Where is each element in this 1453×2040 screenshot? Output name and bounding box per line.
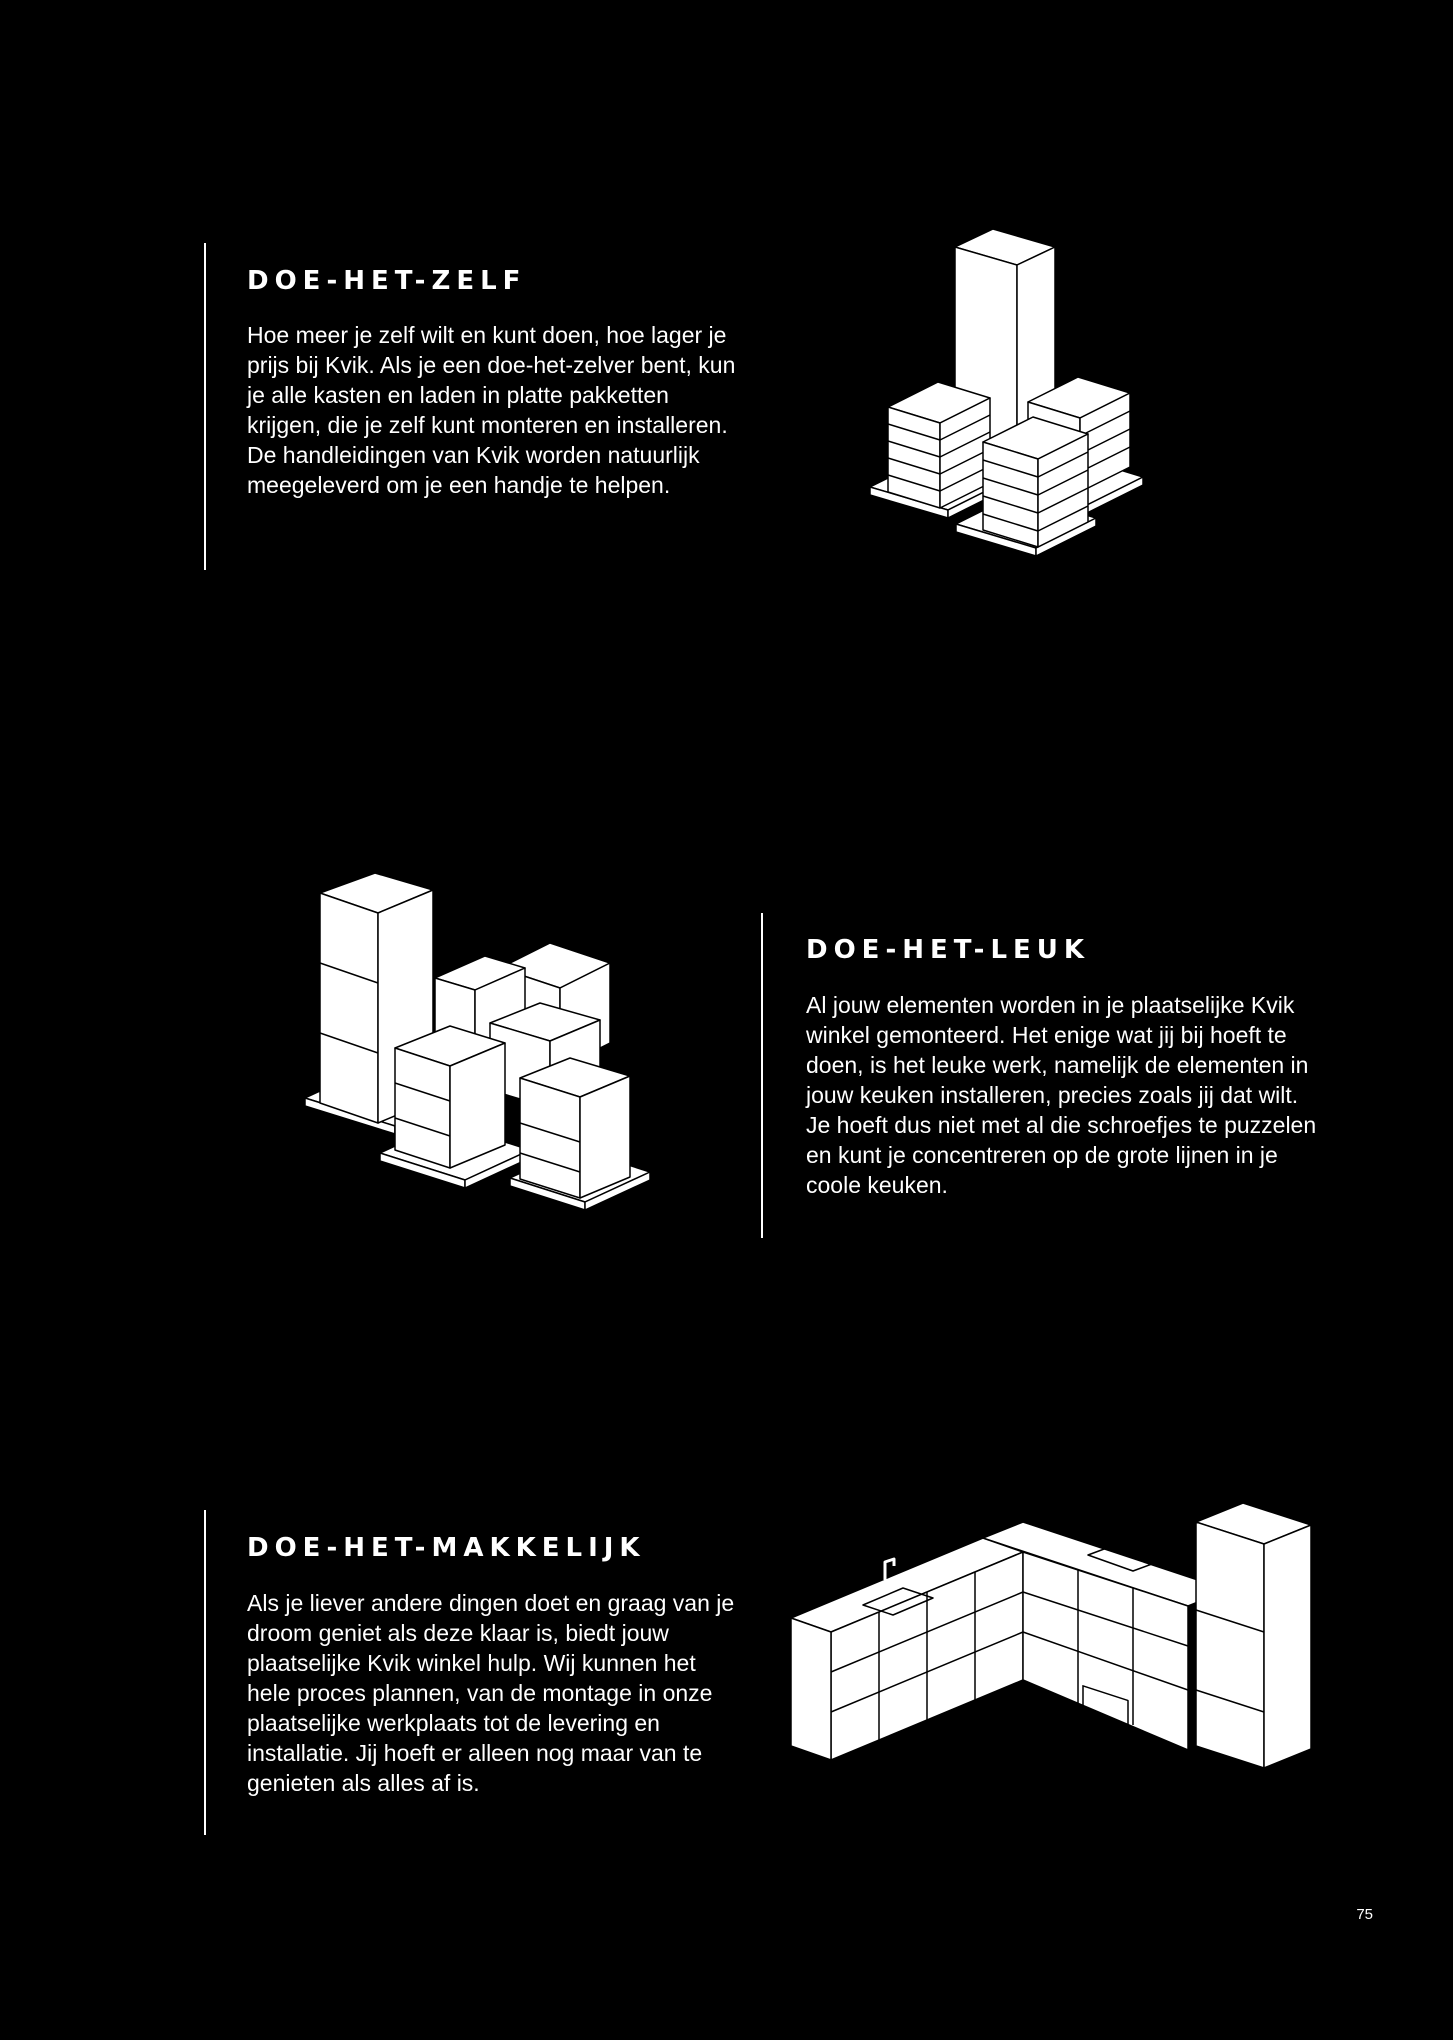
section-text-doe-het-zelf: Hoe meer je zelf wilt en kunt doen, hoe lager je prijs bij Kvik. Als je een doe-het-zelver bent, kun je alle kasten en laden in platte pakketten krijgen, die je zelf kunt monteren en installeren. De handleidingen van Kvik worden natuurlijk meegeleverd om je een handje te helpen. — [247, 322, 736, 498]
assembled-cabinets-icon — [300, 868, 655, 1228]
section-title-doe-het-makkelijk: DOE-HET-MAKKELIJK — [247, 1533, 646, 1563]
section-text-doe-het-makkelijk: Als je liever andere dingen doet en graag van je droom geniet als deze klaar is, biedt jouw plaatselijke Kvik winkel hulp. Wij kunnen het hele proces plannen, van de montage in onze plaatselijke werkplaats tot de levering en installatie. Jij hoeft er alleen nog maar van te genieten als alles af is. — [247, 1590, 735, 1796]
page-number: 75 — [1356, 1906, 1373, 1923]
section-text-doe-het-leuk: Al jouw elementen worden in je plaatselijke Kvik winkel gemonteerd. Het enige wat jij bij hoeft te doen, is het leuke werk, namelijk de elementen in jouw keuken installeren, precies zoals jij dat wilt. Je hoeft dus niet met al die schroefjes te puzzelen en kunt je concentreren op de grote lijnen in je coole keuken. — [806, 992, 1317, 1198]
section-divider-line — [204, 1510, 206, 1835]
section-title-doe-het-leuk: DOE-HET-LEUK — [806, 935, 1091, 965]
flat-pack-boxes-icon — [868, 222, 1148, 572]
installed-kitchen-icon — [788, 1500, 1313, 1775]
section-divider-line — [204, 243, 206, 570]
section-divider-line — [761, 913, 763, 1238]
section-title-doe-het-zelf: DOE-HET-ZELF — [247, 266, 527, 296]
